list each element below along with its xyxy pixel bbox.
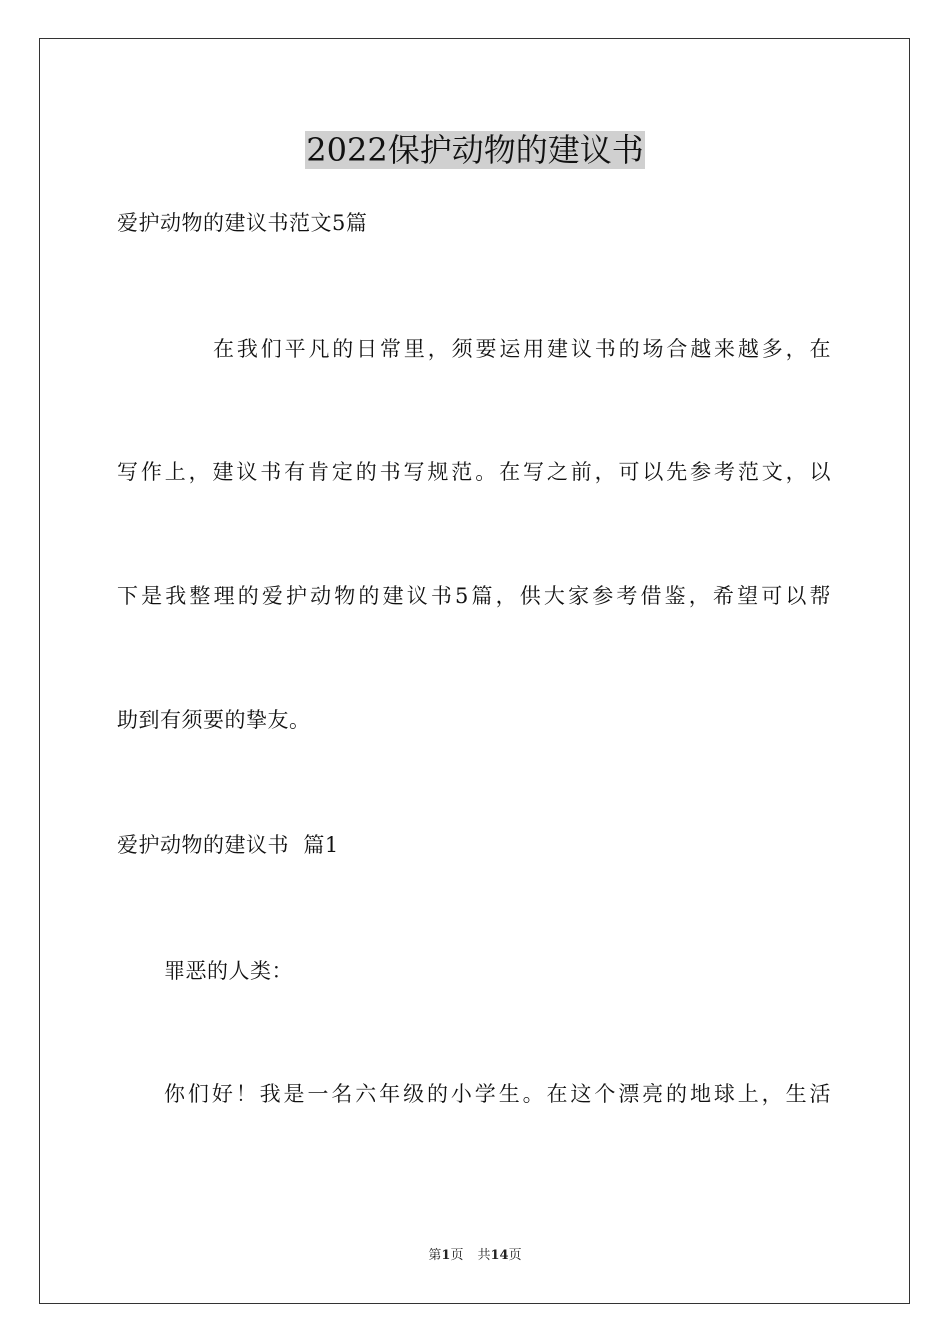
document-subtitle: 爱护动物的建议书范文5篇 [117, 211, 368, 235]
letter-body-line: 你们好！我是一名六年级的小学生。在这个漂亮的地球上，生活 [164, 1082, 831, 1106]
footer-total-prefix: 共 [477, 1248, 491, 1263]
intro-line-3: 下是我整理的爱护动物的建议书5篇，供大家参考借鉴，希望可以帮 [117, 584, 831, 608]
document-title-text: 2022保护动物的建议书 [306, 131, 644, 169]
intro-line-2: 写作上，建议书有肯定的书写规范。在写之前，可以先参考范文，以 [117, 460, 831, 484]
footer-total-pages: 14 [490, 1248, 509, 1263]
page-footer [0, 1246, 950, 1266]
letter-salutation: 罪恶的人类： [164, 959, 293, 983]
document-title [0, 128, 950, 172]
footer-page-suffix: 页 [450, 1248, 464, 1263]
intro-line-4: 助到有须要的挚友。 [117, 708, 311, 732]
footer-page-prefix: 第 [428, 1248, 442, 1263]
intro-line-1: 在我们平凡的日常里，须要运用建议书的场合越来越多，在 [213, 337, 831, 361]
footer-total-suffix: 页 [508, 1248, 522, 1263]
footer-page-number: 1 [441, 1248, 451, 1263]
section-heading: 爱护动物的建议书 篇1 [117, 833, 339, 857]
